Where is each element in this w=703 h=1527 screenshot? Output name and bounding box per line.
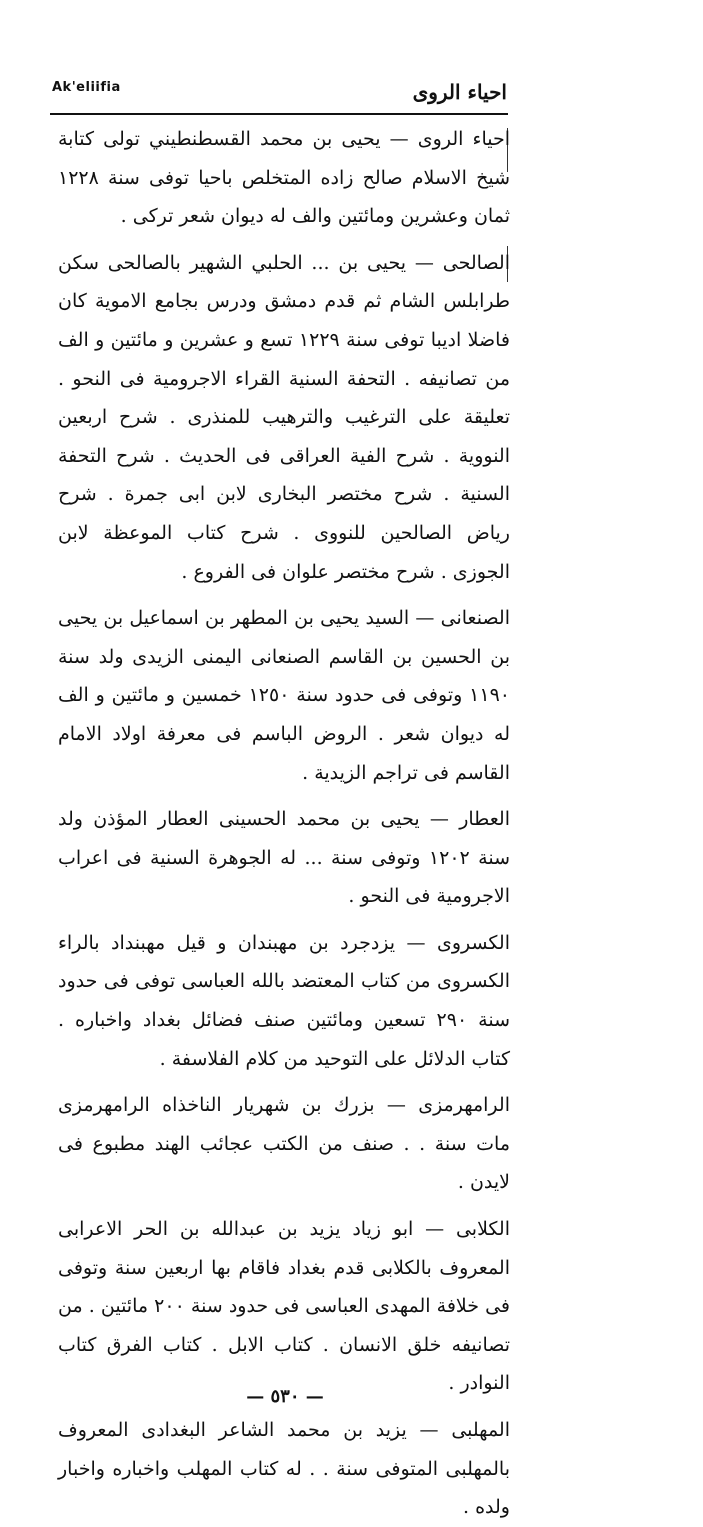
running-header-title: احياء الروى [412, 80, 507, 104]
entry-al-attar: العطار — يحيى بن محمد الحسينى العطار المؤذن ولد سنة ١٢٠٢ وتوفى سنة ... له الجوهرة السنية فى اعراب الاجرومية فى النحو . [58, 808, 510, 908]
entry-al-muhallabi: المهلبى — يزيد بن محمد الشاعر البغدادى المعروف بالمهلبى المتوفى سنة . . له كتاب المهلب واخباره واخبار ولده . [58, 1419, 510, 1519]
header-rule [50, 113, 508, 115]
entry-ihya-al-rawi: احياء الروى — يحيى بن محمد القسطنطيني تولى كتابة شيخ الاسلام صالح زاده المتخلص باحيا توفى سنة ١٢٢٨ ثمان وعشرين ومائتين والف له ديوان شعر تركى . [58, 128, 510, 228]
entries-column [58, 120, 510, 1527]
entry-al-sanani: الصنعانى — السيد يحيى بن المطهر بن اسماعيل بن يحيى بن الحسين بن القاسم الصنعانى اليمنى الزيدى ولد سنة ١١٩٠ وتوفى فى حدود سنة ١٢٥٠ خمسين و مائتين و الف له ديوان شعر . الروض الباسم فى معرفة اولاد الامام القاسم فى تراجم الزيدية . [58, 607, 510, 784]
running-header-left: Ak'eliifia [52, 80, 121, 95]
entry-al-kasrawi: الكسروى — يزدجرد بن مهبندان و قيل مهبنداد بالراء الكسروى من كتاب المعتضد بالله العباسى توفى فى حدود سنة ٢٩٠ تسعين ومائتين صنف فضائل بغداد واخباره . كتاب الدلائل على التوحيد من كلام الفلاسفة . [58, 931, 510, 1070]
entry-al-ramhurmuzi: الرامهرمزى — بزرك بن شهريار الناخذاه الرامهرمزى مات سنة . . صنف من الكتب عجائب الهند مطبوع فى لايدن . [58, 1094, 510, 1194]
entry-al-salihi: الصالحى — يحيى بن ... الحلبي الشهير بالصالحى سكن طرابلس الشام ثم قدم دمشق ودرس بجامع الاموية كان فاضلا اديبا توفى سنة ١٢٢٩ تسع و عشرين و مائتين و الف من تصانيفه . التحفة السنية القراء الاجرومية فى النحو . تعليقة على الترغيب والترهيب للمنذرى . شرح اربعين النووية . شرح الفية العراقى فى الحديث . شرح التحفة السنية . شرح مختصر البخارى لابن ابى جمرة . شرح رياض الصالحين للنووى . شرح كتاب الموعظة لابن الجوزى . شرح مختصر علوان فى الفروع . [58, 251, 510, 583]
entry-al-kilabi: الكلابى — ابو زياد يزيد بن عبدالله بن الحر الاعرابى المعروف بالكلابى قدم بغداد فاقام بها اربعين سنة وتوفى فى خلافة المهدى العباسى فى حدود سنة ٢٠٠ مائتين . من تصانيفه خلق الانسان . كتاب الابل . كتاب الفرق كتاب النوادر . [58, 1218, 511, 1395]
page-number: — ٥٣٠ — [246, 1386, 324, 1407]
